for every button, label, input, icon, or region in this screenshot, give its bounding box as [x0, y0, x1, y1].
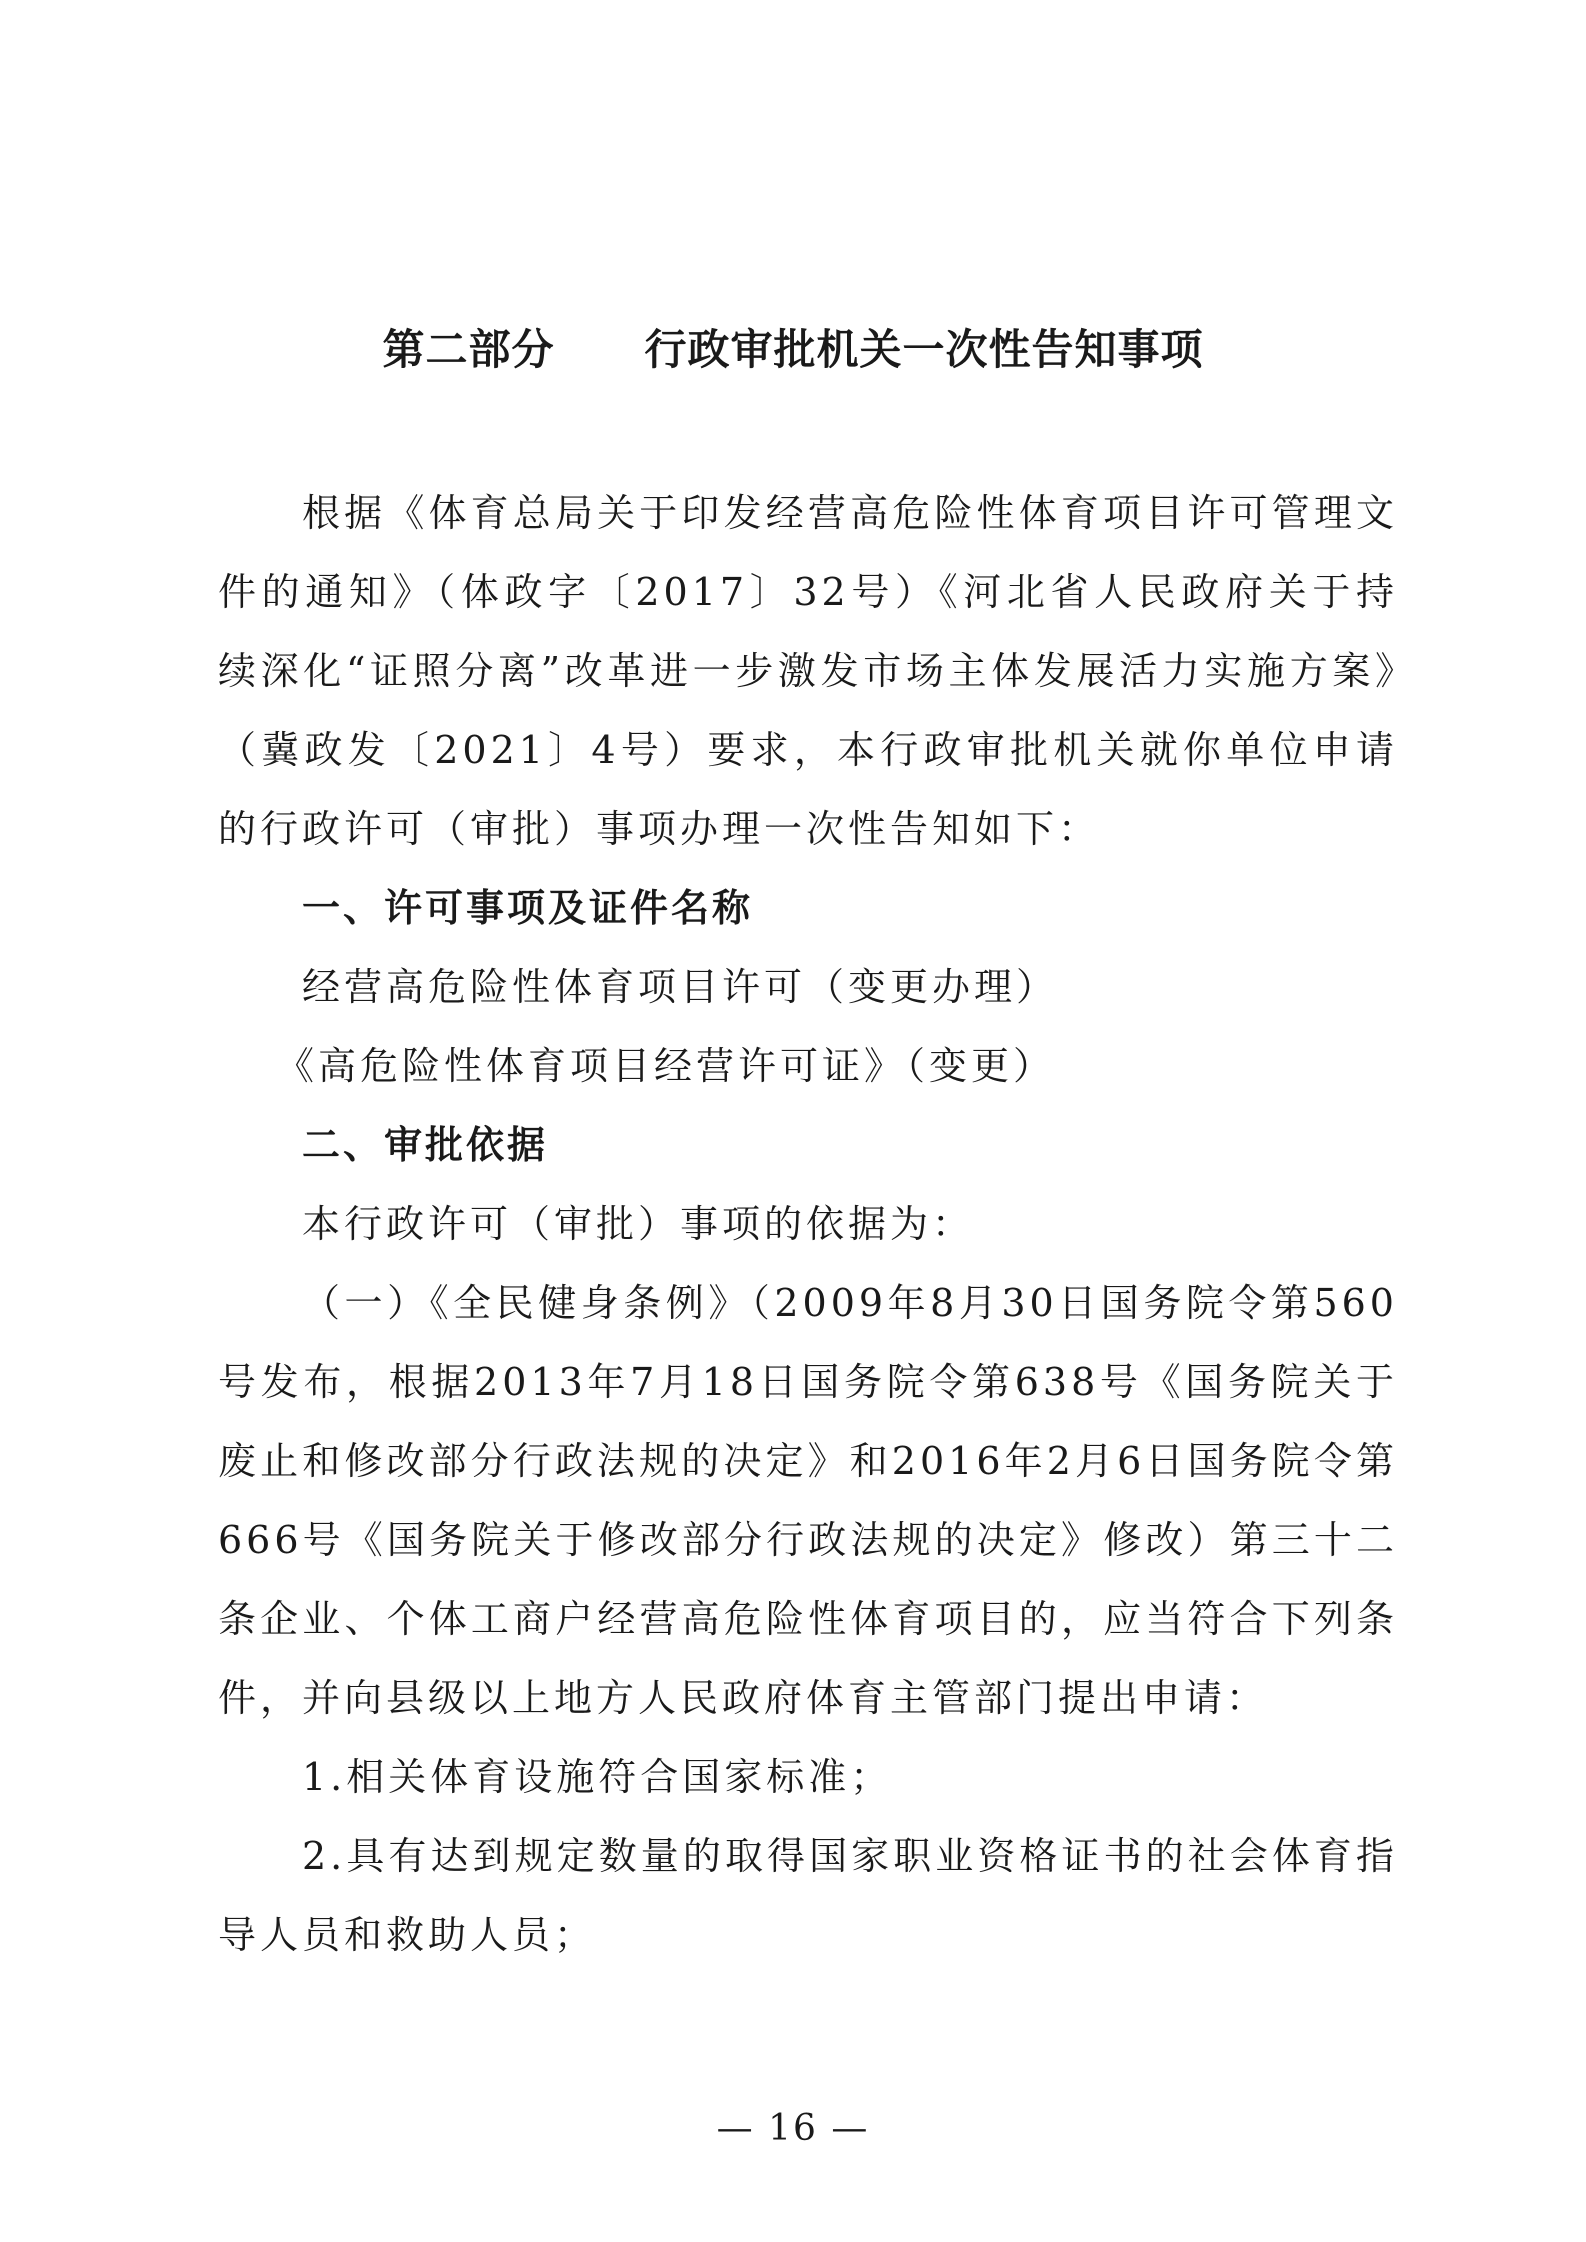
section1-certificate: 《高危险性体育项目经营许可证》（变更）: [276, 1044, 1056, 1088]
page-title: [0, 320, 1586, 380]
intro-paragraph: 根据《体育总局关于印发经营高危险性体育项目许可管理文件的通知》（体政字〔2017〕32号）《河北省人民政府关于持续深化“证照分离”改革进一步激发市场主体发展活力实施方案》（冀政发〔2021〕4号）要求，本行政审批机关就你单位申请的行政许可（审批）事项办理一次性告知如下：: [218, 491, 1398, 851]
document-body: [218, 474, 1398, 1975]
section2-heading: 二、审批依据: [302, 1123, 549, 1167]
section2-intro: 本行政许可（审批）事项的依据为：: [302, 1202, 975, 1246]
condition-1: 1.相关体育设施符合国家标准；: [302, 1755, 893, 1799]
section1-item: 经营高危险性体育项目许可（变更办理）: [302, 965, 1059, 1009]
title-main-text: 行政审批机关一次性告知事项: [644, 325, 1204, 374]
title-part-label: 第二部分: [382, 325, 555, 374]
section1-heading: 一、许可事项及证件名称: [302, 886, 754, 930]
page-number: — 16 —: [716, 2108, 870, 2149]
condition-2: 2.具有达到规定数量的取得国家职业资格证书的社会体育指导人员和救助人员；: [218, 1834, 1398, 1957]
section2-basis-1: （一）《全民健身条例》（2009年8月30日国务院令第560号发布，根据2013年7月18日国务院令第638号《国务院关于废止和修改部分行政法规的决定》和2016年2月6日国务院令第666号《国务院关于修改部分行政法规的决定》修改）第三十二条企业、个体工商户经营高危险性体育项目的，应当符合下列条件，并向县级以上地方人民政府体育主管部门提出申请：: [218, 1281, 1398, 1720]
